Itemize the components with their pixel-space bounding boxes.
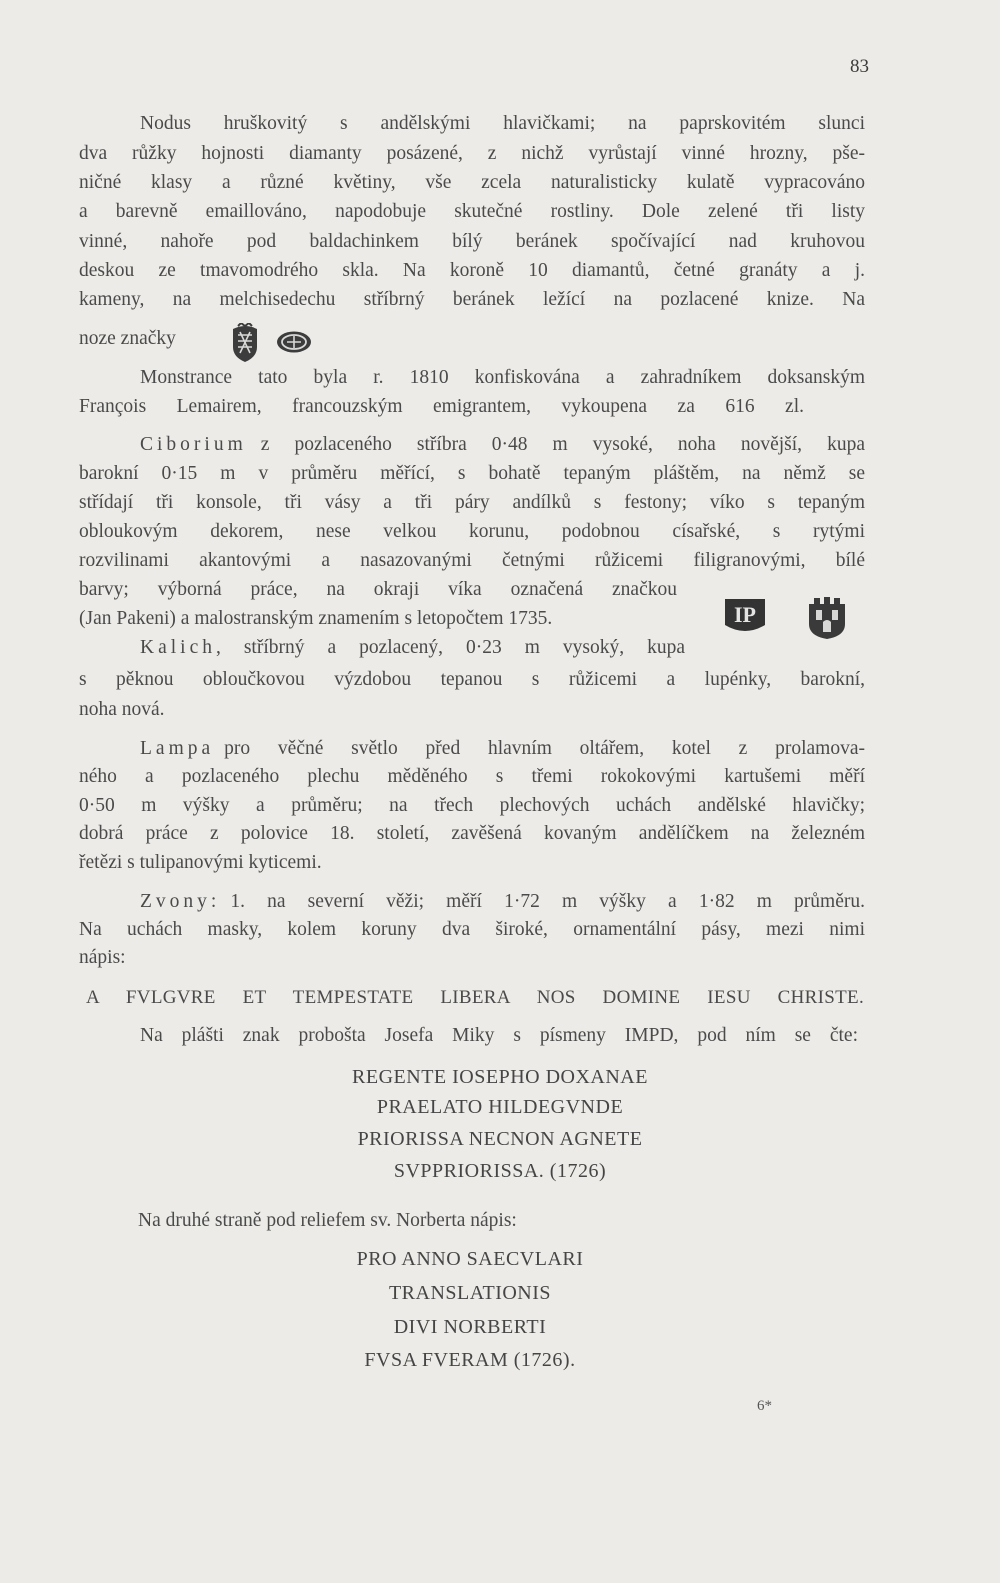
text-line: Monstrance tato byla r. 1810 konfiskována a zahradníkem doksanským — [140, 367, 865, 388]
text-line: s pěknou obloučkovou výzdobou tepanou s růžicemi a lupénky, barokní, — [79, 669, 865, 690]
text-line: Na plášti znak probošta Josefa Miky s písmeny IMPD, pod ním se čte: — [140, 1025, 858, 1046]
text-line — [140, 636, 685, 660]
text-line: rozvilinami akantovými a nasazovanými četnými růžicemi filigranovými, bílé — [79, 550, 865, 571]
text-line: nápis: — [79, 947, 126, 968]
text-line: Na uchách masky, kolem koruny dva široké, ornamentální pásy, mezi nimi — [79, 919, 865, 940]
text-line: vinné, nahoře pod baldachinkem bílý beránek spočívající nad kruhovou — [79, 231, 865, 252]
spaced-heading: Zvony: — [140, 891, 221, 912]
text-fragment: z pozlaceného stříbra 0·48 m vysoké, noha novější, kupa — [260, 434, 865, 455]
inscription-line: PRAELATO HILDEGVNDE — [376, 1096, 624, 1118]
text-fragment: pro věčné světlo před hlavním oltářem, kotel z prolamova- — [224, 738, 865, 759]
text-line: (Jan Pakeni) a malostranským znamením s letopočtem 1735. — [79, 608, 553, 629]
text-line: a barevně emaillováno, napodobuje skutečné rostliny. Dole zelené tři listy — [79, 201, 865, 222]
inscription-line: A FVLGVRE ET TEMPESTATE LIBERA NOS DOMINE IESU CHRISTE. — [86, 987, 864, 1008]
prague-hallmark-icon — [228, 323, 262, 363]
pakeni-maker-mark-icon — [722, 595, 768, 635]
spaced-heading: Kalich — [140, 637, 216, 658]
page-number: 83 — [850, 56, 869, 77]
pakeni-mark-letters: IP — [734, 602, 756, 627]
text-line: barokní 0·15 m v průměru měřící, s bohatě tepaným pláštěm, na němž se — [79, 463, 865, 484]
text-line: deskou ze tmavomodrého skla. Na koroně 10 diamantů, četné granáty a j. — [79, 260, 865, 281]
text-line: dobrá práce z polovice 18. století, zavěšená kovaným andělíčkem na železném — [79, 823, 865, 844]
text-line: 0·50 m výšky a průměru; na třech plechových uchách andělské hlavičky; — [79, 795, 865, 816]
text-line: ničné klasy a různé květiny, vše zcela naturalisticky kulatě vypracováno — [79, 172, 865, 193]
inscription-line: SVPPRIORISSA. (1726) — [393, 1160, 607, 1182]
text-line: Na druhé straně pod reliefem sv. Norberta nápis: — [138, 1210, 517, 1231]
spaced-heading: Ciborium — [140, 434, 247, 455]
text-line: řetězi s tulipanovými kyticemi. — [79, 852, 322, 873]
text-line: kameny, na melchisedechu stříbrný beránek ležící na pozlacené knize. Na — [79, 289, 865, 310]
inscription-line: TRANSLATIONIS — [388, 1282, 552, 1304]
inscription-line: FVSA FVERAM (1726). — [364, 1349, 576, 1371]
text-line: noha nová. — [79, 699, 165, 720]
mala-strana-hallmark-icon — [806, 596, 848, 640]
text-line: Nodus hruškovitý s andělskými hlavičkami; na paprskovitém slunci — [140, 113, 865, 134]
text-line — [140, 737, 865, 761]
inscription-line: PRO ANNO SAECVLARI — [356, 1248, 584, 1270]
text-line: obloukovým dekorem, nese velkou korunu, podobnou císařské, s rytými — [79, 521, 865, 542]
spaced-heading: Lampa — [140, 738, 215, 759]
signature-mark: 6* — [757, 1398, 772, 1414]
text-fragment: , stříbrný a pozlacený, 0·23 m vysoký, kupa — [215, 637, 685, 658]
text-line: dva růžky hojnosti diamanty posázené, z nichž vyrůstají vinné hrozny, pše- — [79, 143, 865, 164]
text-line — [140, 890, 865, 914]
maker-mark-icon — [276, 330, 312, 354]
text-line: barvy; výborná práce, na okraji víka označená značkou — [79, 579, 677, 600]
text-line: ného a pozlaceného plechu měděného s třemi rokokovými kartušemi měří — [79, 766, 865, 787]
text-line: střídají tři konsole, tři vásy a tři páry andílků s festony; víko s tepaným — [79, 492, 865, 513]
text-line — [140, 433, 865, 457]
text-fragment: 1. na severní věži; měří 1·72 m výšky a 1·82 m průměru. — [230, 891, 865, 912]
inscription-line: DIVI NORBERTI — [393, 1316, 547, 1338]
inscription-line: REGENTE IOSEPHO DOXANAE — [352, 1066, 648, 1088]
text-line: noze značky — [79, 328, 176, 349]
inscription-line: PRIORISSA NECNON AGNETE — [357, 1128, 643, 1150]
text-line: François Lemairem, francouzským emigrantem, vykoupena za 616 zl. — [79, 396, 804, 417]
